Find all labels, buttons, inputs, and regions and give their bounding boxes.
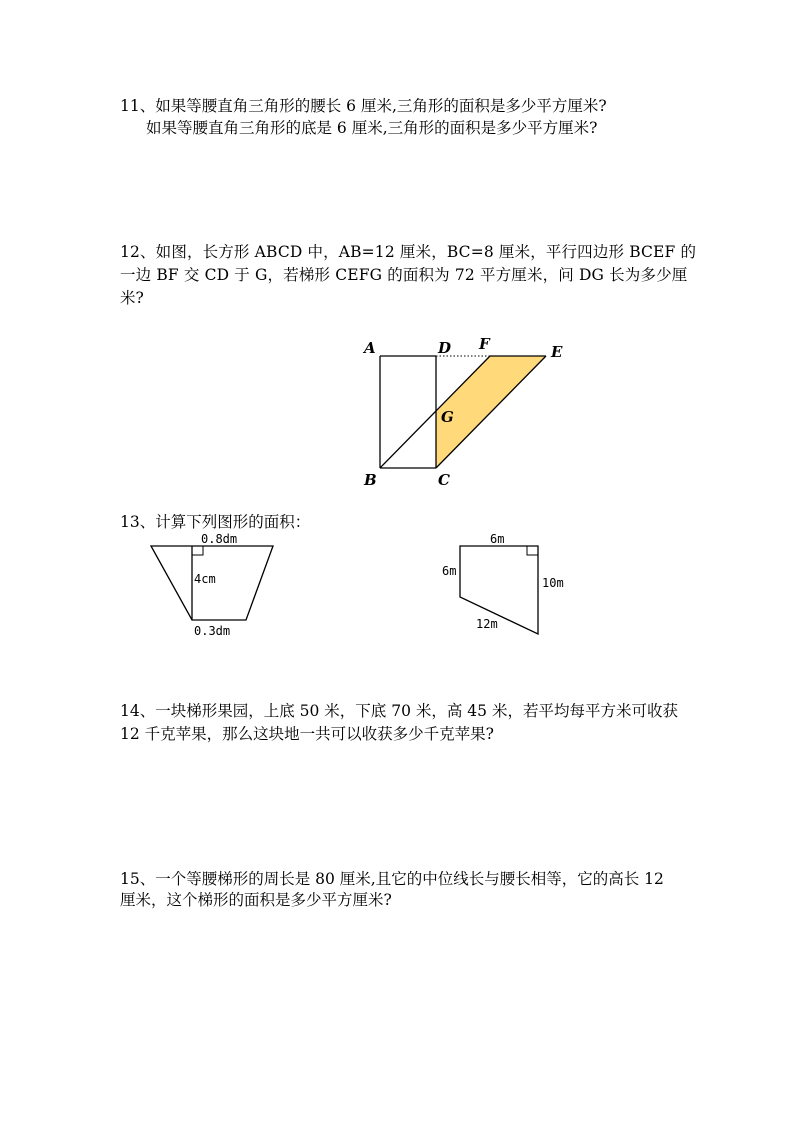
label-d: D <box>438 339 452 357</box>
q11-line-1: 11、如果等腰直角三角形的腰长 6 厘米,三角形的面积是多少平方厘米? <box>120 97 607 115</box>
label-f: F <box>479 335 490 353</box>
label-c: C <box>438 471 450 489</box>
q11-line-2: 如果等腰直角三角形的底是 6 厘米,三角形的面积是多少平方厘米? <box>146 119 598 137</box>
label-e: E <box>551 343 563 361</box>
right-angle-mark-1 <box>192 546 203 555</box>
q14-line-1: 14、一块梯形果园，上底 50 米，下底 70 米，高 45 米，若平均每平方米可收获 <box>120 702 678 720</box>
right-angle-mark-2 <box>527 546 538 555</box>
rt-left-label: 6m <box>442 564 457 578</box>
q15-line-1: 15、一个等腰梯形的周长是 80 厘米,且它的中位线长与腰长相等，它的高长 12 <box>120 870 664 888</box>
q12-line-2: 一边 BF 交 CD 于 G，若梯形 CEFG 的面积为 72 平方厘米，问 DG 长为多少厘 <box>120 266 688 284</box>
q13-line-1: 13、计算下列图形的面积： <box>120 513 311 531</box>
trap-bottom-label: 0.3dm <box>194 624 231 638</box>
q12-line-3: 米? <box>120 289 144 307</box>
label-b: B <box>364 471 377 489</box>
label-a: A <box>364 339 376 357</box>
q15-line-2: 厘米，这个梯形的面积是多少平方厘米? <box>120 891 392 909</box>
rt-top-label: 6m <box>490 532 505 546</box>
q12-line-1: 12、如图，长方形 ABCD 中，AB=12 厘米，BC=8 厘米，平行四边形 BCEF 的 <box>120 243 697 261</box>
q14-line-2: 12 千克苹果，那么这块地一共可以收获多少千克苹果? <box>120 725 494 743</box>
right-trapezoid-outline <box>460 546 538 634</box>
trap-height-label: 4cm <box>194 572 216 586</box>
rt-slant-label: 12m <box>476 617 498 631</box>
rt-right-label: 10m <box>542 576 564 590</box>
trap-top-label: 0.8dm <box>201 532 238 546</box>
label-g: G <box>441 408 454 426</box>
